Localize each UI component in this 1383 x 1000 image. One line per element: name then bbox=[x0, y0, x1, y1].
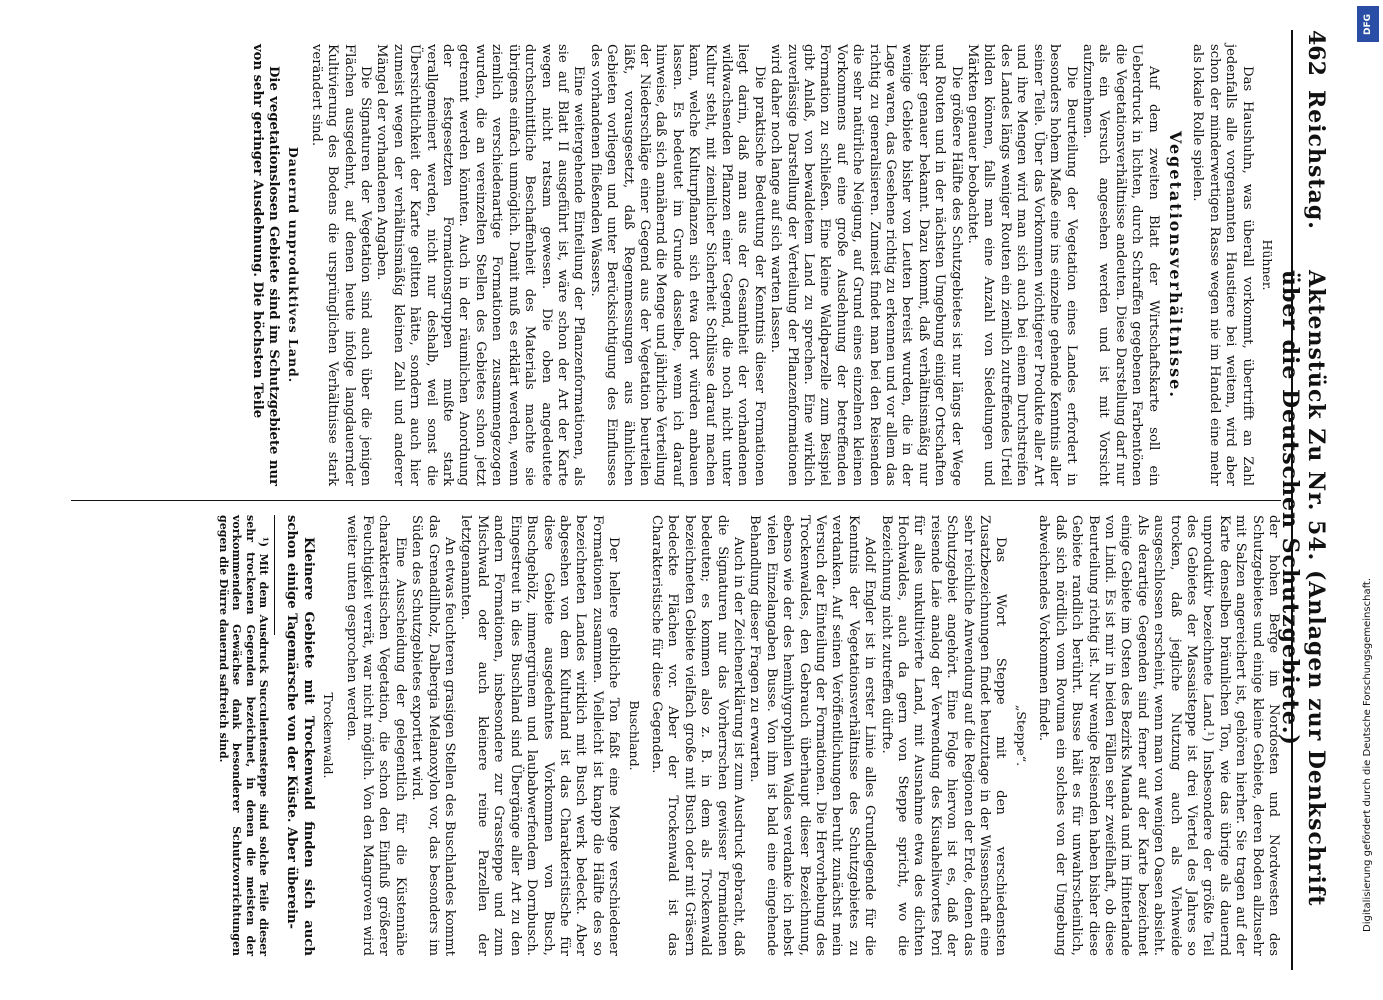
left-column bbox=[71, 30, 1281, 500]
paragraph: Der hellere gelbliche Ton faßt eine Menge verschiedener Formationen zusammen. Vielleicht ist knapp die Hälfte des so bezeichneten Landes wirklich mit Busch werk bedeckt. Aber abgesehen von dem Kulturland ist das Charakteristische für diese Gebiete ausgedehntes Vorkommen von Busch, Buschgehölz, immergrünem und laubabwerfendem Dornbusch. Eingestreut in dies Buschland sind Übergänge aller Art zu den andern Formationen, insbesondere zur Grassteppe und zum Mischwald oder auch kleinere reine Parzellen der letztgenannten. bbox=[458, 515, 622, 956]
paragraph: Die Signaturen der Vegetation sind auch über die jenigen Flächen ausgedehnt, auf denen heute infolge langdauernder Kultivierung des Bodens die ursprünglichen Verhältnisse stark verändert sind. bbox=[308, 44, 374, 486]
paragraph: Die Beurteilung der Vegetation eines Landes erfordert in besonders hohem Maße eine ins einzelne gehende Kenntnis aller seiner Teile. Über das Vorkommen wichtigerer Produkte aller Art und ihre Mengen wird man sich auch bei einem Durchstreifen des Landes längs weniger Routen ein ziemlich zutreffendes Urteil bilden können, falls man eine Anzahl von Siedelungen und Märkten genauer beobachtet. bbox=[965, 44, 1079, 486]
subhead-buschland: Buschland. bbox=[626, 700, 642, 771]
subhead-steppe: „Steppe“. bbox=[1013, 704, 1029, 767]
dfg-logo: DFG bbox=[1357, 6, 1379, 42]
paragraph: Kleinere Gebiete mit Trockenwald finden sich auch schon einige Tagemärsche von der Küste. Aber überein- bbox=[284, 515, 316, 956]
paragraph: Eine Ausscheidung der gelegentlich für die Küstennähe charakteristischen Vegetation, die schon den Einfluß größerer Feuchtigkeit verrät, war nicht möglich. Von den Mangroven wird weiter unten gesprochen werden. bbox=[343, 515, 408, 956]
paragraph: An etwas feuchteren grasigen Stellen des Buschlandes kommt das Grenadillholz, Dalbergia Melanoxylon vor, das besonders im Süden des Schutzgebietes exportiert wird. bbox=[409, 515, 458, 956]
running-head-title: Aktenstück Zu Nr. 54. (Anlagen zur Denkschrift über die Deutschen Schutzgebiete.) bbox=[1277, 270, 1329, 907]
running-head-left: Reichstag. bbox=[1303, 90, 1329, 230]
paragraph: Die größere Hälfte des Schutzgebietes ist nur längs der Wege und Routen und in der nächsten Umgebung einiger Ortschaften bisher genauer bekannt. Dazu kommt, daß verhältnismäßig nur wenige Gebiete bisher von Leuten bereist wurden, die in der Lage waren, das Gesehene richtig zu erkennen und vor allem das richtig zu generalisieren. Zumeist findet man bei den Reisenden die sehr natürliche Neigung, auf Grund eines einzelnen kleinen Vorkommens auf eine große Ausdehnung der betreffenden Formation zu schließen. Eine kleine Waldparzelle zum Beispiel gibt Anlaß, von bewaldetem Land zu sprechen. Eine wirklich zuverlässige Darstellung der Verteilung der Pflanzenformationen wird daher noch lange auf sich warten lassen. bbox=[768, 44, 964, 486]
section-heading-vegetation: Vegetationsverhältnisse. bbox=[1165, 131, 1185, 399]
paragraph: Auf dem zweiten Blatt der Wirtschaftskarte soll ein Ueberdruck in lichten, durch Schraffen gegebenen Farbentönen die Vegetationsverhältnisse andeuten. Diese Darstellung darf nur als ein Versuch angesehen werden und ist mit Vorsicht aufzunehmen. bbox=[1079, 44, 1161, 486]
text-columns bbox=[71, 30, 1281, 970]
subhead-huehner: Hühner. bbox=[1260, 239, 1275, 291]
right-column bbox=[71, 500, 1281, 970]
paragraph: Das Haushuhn, was überall vorkommt, übertrifft an Zahl jedenfalls alle vorgenannten Haustiere bei weitem, wird aber schon der minderwertigen Rasse wegen nie im Handel eine mehr als lokale Rolle spielen. bbox=[1190, 44, 1255, 486]
subhead-unproductive-land: Dauernd unproduktives Land. bbox=[286, 146, 302, 384]
paragraph: Das Wort Steppe mit den verschiedensten Zusatzbezeichnungen findet heutzutage in der Wissenschaft eine sehr reichliche Anwendung auf die Regionen der Erde, denen das Schutzgebiet angehört. Eine Folge hiervon ist es, daß der reisende Laie analog der Verwendung des Kisuaheliwortes Pori für alles unkultivierte Land, mit Ausnahme etwa des dichten Hochwaldes, auch da gern von Steppe spricht, wo die Bezeichnung nicht zutreffen dürfte. bbox=[878, 515, 1009, 956]
digitization-credit: Digitalisierung gefördert durch die Deutsche Forschungsgemeinschaft. bbox=[1362, 577, 1373, 932]
page-content bbox=[63, 30, 1333, 970]
subhead-trockenwald: Trockenwald. bbox=[321, 692, 337, 779]
running-head bbox=[1277, 30, 1333, 970]
paragraph: Die vegetationslosen Gebiete sind im Schutzgebiete nur von sehr geringer Ausdehnung. Die höchsten Teile bbox=[249, 44, 282, 486]
paragraph: Adolf Engler ist in erster Linie alles Grundlegende für die Kenntnis der Vegetationsverhältnisse des Schutzgebietes zu verdanken. Auf seinen Veröffentlichungen beruht zunächst mein Versuch der Einteilung der Formationen. Die Hervorhebung des Trockenwaldes, den Gebrauch überhaupt dieser Bezeichnung, ebenso wie der des hemihygrophilen Waldes verdanke ich nebst vielen Einzelangaben Busse. Von ihm ist bald eine eingehende Behandlung dieser Fragen zu erwarten. bbox=[747, 515, 878, 956]
paragraph: der hohen Berge im Nordosten und Nordwesten des Schutzgebietes und einige kleine Gebiete, deren Boden allzusehr mit Salzen angereichert ist, gehören hierher. Sie tragen auf der Karte denselben bräunlichen Ton, wie das übrige als dauernd unproduktiv bezeichnete Land.¹) Insbesondere der größte Teil des Gebietes der Massaisteppe ist drei Viertel des Jahres so trocken, daß jegliche Nutzung auch als Viehweide ausgeschlossen erscheint, wenn man von wenigen Oasen absieht. Als derartige Gegenden sind ferner auf der Karte bezeichnet einige Gebiete im Osten des Bezirks Muanda und im Hinterlande von Lindi. Es ist mir in beiden Fällen sehr zweifelhaft, ob diese Beurteilung richtig ist. Nur wenige Reisenden haben bisher diese Gebiete randlich berührt. Busse hält es für unwahrscheinlich, daß sich nördlich vom Rovuma ein solches von der Umgebung abweichendes Vorkommen findet. bbox=[1036, 515, 1281, 956]
paragraph: Eine weitergehende Einteilung der Pflanzenformationen, als sie auf Blatt II ausgeführt ist, wäre schon der Art der Karte wegen nicht ratsam gewesen. Die oben angedeutete durchschnittliche Beschaffenheit des Materials machte sie übrigens einfach unmöglich. Damit muß es erklärt werden, wenn ziemlich verschiedenartige Formationen zusammengezogen wurden, die an vereinzelten Stellen des Gebietes schon jetzt getrennt werden könnten. Auch in der räumlichen Anordnung der festgesetzten Formationsgruppen mußte stark verallgemeinert werden, nicht nur deshalb, weil sonst die Übersichtlichkeit der Karte gelitten hätte, sondern auch hier zumeist wegen der verhältnismäßig kleinen Zahl und anderer Mängel der vorhandenen Angaben. bbox=[374, 44, 587, 486]
page-number: 462 bbox=[1303, 30, 1329, 76]
footnote: ¹) Mit dem Ausdruck Succulentensteppe sind solche Teile dieser sehr trockenen Gegenden bezeichnet, in denen die meisten der vorkommenden Gewächse dank besonderer Schutzvorrichtungen gegen die Dürre dauernd saftreich sind. bbox=[216, 515, 271, 956]
paragraph: Die praktische Bedeutung der Kenntnis dieser Formationen liegt darin, daß man aus der Gesamtheit der vorhandenen wildwachsenden Pflanzen einer Gegend, die noch nicht unter Kultur steht, mit ziemlicher Sicherheit Schlüsse darauf machen kann, welche Kulturpflanzen sich etwa dort würden anbauen lassen. Es bedeutet im Grunde dasselbe, wenn ich darauf hinweise, daß sich annähernd die Menge und jährliche Verteilung der Niederschläge einer Gegend aus der Vegetation beurteilen läßt, vorausgesetzt, daß Regenmessungen aus ähnlichen Gebieten vorliegen und unter Berücksichtigung des Einflusses des vorhandenen fließenden Wassers. bbox=[587, 44, 767, 486]
paragraph: Auch in der Zeichenerklärung ist zum Ausdruck gebracht, daß die Signaturen nur das Vorherrschen gewisser Formationen bedeuten; es kommen also z. B. in dem als Trockenwald bezeichneten Gebiete vielfach große mit Busch oder mit Gräsern bedeckte Flächen vor. Aber der Trockenwald ist das Charakteristische für diese Gegenden. bbox=[648, 515, 746, 956]
footnote-rule bbox=[274, 515, 275, 635]
